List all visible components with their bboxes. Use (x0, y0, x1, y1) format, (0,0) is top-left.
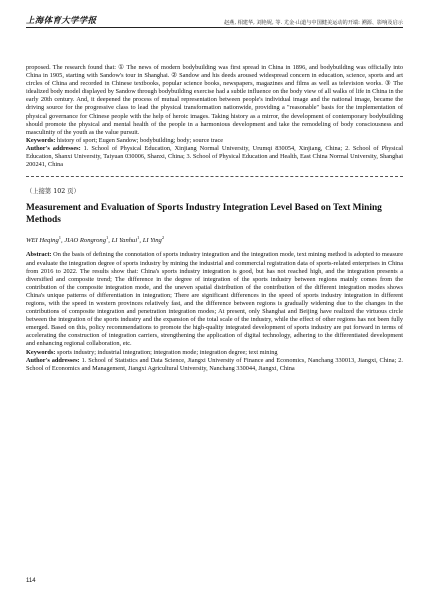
keywords-text: sports industry; industrial integration; integration mode; integration degree; text mining (55, 348, 278, 356)
addresses-label: Author's addresses: (26, 144, 81, 152)
previous-addresses (26, 145, 403, 169)
running-title: 赵燕, 相建华, 刘艳妮, 等. 尤金·山道与中国健美运动的开端: 溯源、影响及启示 (223, 20, 403, 26)
header-rule (26, 27, 403, 28)
page-number: 114 (26, 578, 36, 584)
article-title: Measurement and Evaluation of Sports Industry Integration Level Based on Text Mining Methods (26, 203, 382, 226)
journal-logo: 上海体育大学学报 (26, 16, 97, 26)
page-header (26, 8, 403, 26)
author-affiliation: 1 (137, 235, 140, 241)
author-affiliation: 2 (161, 235, 165, 241)
author-name: LI Ying (142, 237, 162, 245)
author-affiliation: 1 (58, 235, 62, 241)
section-divider (26, 176, 403, 177)
addresses-text: 1. School of Statistics and Data Science, Jiangxi University of Finance and Economics, Nanchang 330013, Jiangxi, China; 2. School of Economics and Management, Jiangxi Agricultural University, Nanchang 330044, Jiangxi, China (26, 356, 403, 372)
addresses-label: Author's addresses: (26, 356, 80, 364)
author-list: WEI Heqing$^1$, JIAO Rongrong$^1$, LI Yanhui$^1$, LI Ying$^2$ (26, 235, 165, 245)
page-content (26, 64, 403, 373)
author-affiliation: 1 (106, 235, 109, 241)
continued-note: （上接第 102 页） (26, 188, 80, 196)
previous-keywords (26, 137, 403, 145)
author-name: LI Yanhui (111, 237, 138, 245)
abstract (26, 251, 403, 348)
abstract-block (26, 251, 403, 372)
author-name: WEI Heqing (26, 237, 59, 245)
keywords-label: Keywords: (26, 348, 56, 356)
keywords-label: Keywords: (26, 136, 56, 144)
keywords-text: history of sport; Eugen Sandow; bodybuilding; body; source trace (55, 136, 224, 144)
abstract-text: On the basis of defining the connotation of sports industry integration and the integration mode, text mining method is adopted to measure and evaluate the integration degree of sports industry by mining the industrial and commercial registration data of sports-related enterprises in China from 2016 to 2022. The results show that: China's sports industry integration is good, but has not reached high, and the integration presents a diversified and composite trend; The difference in the degree of integration of the sports industry between regions mainly comes from the contribution of the composite integration mode, and the uneven spatial distribution of the contribution of the different integration modes shows China's unique patterns of differentiation in integration; There are significant differences in the speed of sports industry integration in different regions, with the speed in western provinces relatively fast, and the difference between regions is gradually widening due to the changes in the contributions of composite integration and penetration integration modes; At present, only Shanghai and Beijing have realized the virtuous circle between the integration of the sports industry and the expansion of the total scale of the industry, while the effect of other regions has not been fully emerged. Based on this, policy recommendations to promote the high-quality integrated development of sports industry are put forward in terms of accelerating the construction of integration carriers, strengthening the application of digital technology, adhering to the differentiated development and enhancing regional collaboration, etc. (26, 251, 403, 348)
previous-abstract-continuation: proposed. The research found that: ① The news of modern bodybuilding was first spread in China in 1896, and bodybuilding was officially into China in 1905, starting with Sandow's tour in Shanghai. ② Sandow and his deeds aroused widespread concern in education, science, sports and art circles of China and recorded in Chinese textbooks, popular science books, newspapers, magazines and films as well as television works. ③ The idealized body model displayed by Sandow through bodybuilding exercise had a subtle influence on the body view of all walks of life in China in the early 20th century. And, it deepened the process of mutual representation between people's individual image and the national image, became the driving source for the progressive class to lead the physical transformation nationwide, providing a "reasonable" basis for the implementation of physical governance for Chinese people with the help of heroic images. Taking history as a mirror, the development of contemporary bodybuilding should promote the physical and mental health of the people in a harmonious development and take the remodeling of body consciousness and masculinity of the youth as the value pursuit. (26, 64, 403, 136)
addresses-text: 1. School of Physical Education, Xinjiang Normal University, Urumqi 830054, Xinjiang, China; 2. School of Physical Education, Shanxi University, Taiyuan 030006, Shanxi, China; 3. School of Physical Education and Health, East China Normal University, Shanghai 200241, China (26, 144, 403, 169)
abstract-label: Abstract: (26, 251, 52, 259)
author-name: JIAO Rongrong (64, 237, 107, 245)
article-keywords (26, 349, 403, 357)
article-addresses (26, 357, 403, 373)
